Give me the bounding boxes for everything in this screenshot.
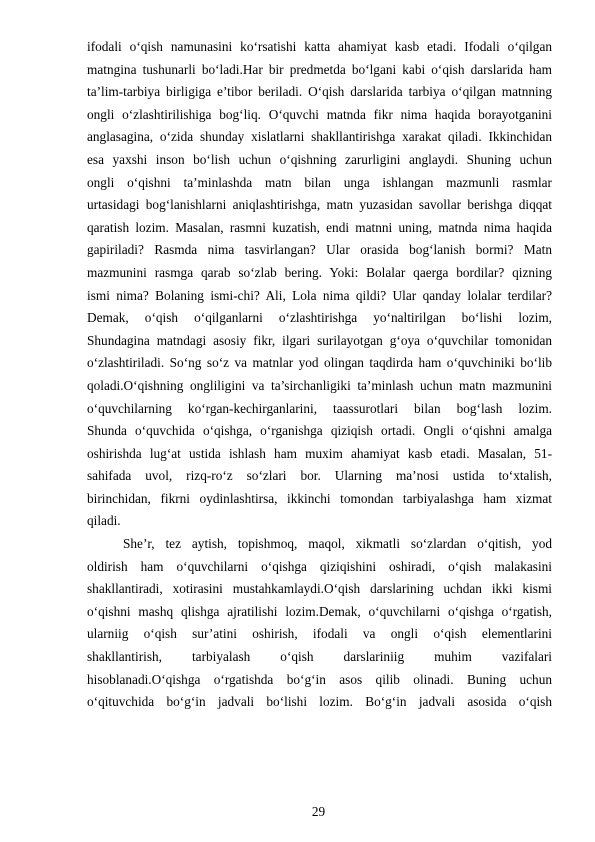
text-line: o‘qituvchida bo‘g‘in jadvali bo‘lishi lozim. Bo‘g‘in jadvali asosida o‘qish — [87, 694, 552, 710]
text-line: esa yaxshi inson bo‘lish uchun o‘qishning zarurligini anglaydi. Shuning uchun — [87, 151, 552, 167]
text-line: oshirishda lug‘at ustida ishlash ham muxim ahamiyat kasb etadi. Masalan, 51- — [87, 445, 552, 461]
text-line: oldirish ham o‘quvchilarni o‘qishga qiziqishini oshiradi, o‘qish malakasini — [87, 558, 552, 574]
text-line: shakllantirish, tarbiyalash o‘qish darslariniig muhim vazifalari — [87, 649, 552, 665]
text-line: o‘qishni mashq qlishga ajratilishi lozim.Demak, o‘quvchilarni o‘qishga o‘rgatish, — [87, 603, 552, 619]
text-line: hisoblanadi.O‘qishga o‘rgatishda bo‘g‘in asos qilib olinadi. Buning uchun — [87, 671, 552, 687]
text-line: Shundagina matndagi asosiy fikr, ilgari surilayotgan g‘oya o‘quvchilar tomonidan — [87, 332, 552, 348]
text-line: She’r, tez aytish, topishmoq, maqol, xikmatli so‘zlardan o‘qitish, yod — [123, 536, 552, 552]
text-line: o‘quvchilarning ko‘rgan-kechirganlarini, taassurotlari bilan bog‘lash lozim. — [87, 400, 552, 416]
page-number: 29 — [311, 804, 326, 819]
text-line: o‘zlashtiriladi. So‘ng so‘z va matnlar yod olingan taqdirda ham o‘quvchiniki bo‘lib — [87, 355, 552, 371]
text-line: ta’lim-tarbiya birligiga e’tibor beriladi. O‘qish darslarida tarbiya o‘qilgan matnning — [87, 84, 552, 100]
text-line: qoladi.O‘qishning ongliligini va ta’sirchanligiki ta’minlash uchun matn mazmunini — [87, 377, 552, 393]
text-line: ongli o‘qishni ta’minlashda matn bilan unga ishlangan mazmunli rasmlar — [87, 174, 552, 190]
text-line: qaratish lozim. Masalan, rasmni kuzatish, endi matnni uning, matnda nima haqida — [87, 219, 552, 235]
text-line: qiladi. — [87, 513, 121, 529]
text-line: ismi nima? Bolaning ismi-chi? Ali, Lola nima qildi? Ular qanday lolalar terdilar? — [87, 287, 552, 303]
text-line: Demak, o‘qish o‘qilganlarni o‘zlashtirishga yo‘naltirilgan bo‘lishi lozim, — [87, 310, 552, 326]
text-line: Shunda o‘quvchida o‘qishga, o‘rganishga qiziqish ortadi. Ongli o‘qishni amalga — [87, 423, 552, 439]
text-line: ifodali o‘qish namunasini ko‘rsatishi katta ahamiyat kasb etadi. Ifodali o‘qilgan — [87, 39, 552, 54]
text-line: shakllantiradi, xotirasini mustahkamlaydi.O‘qish darslarining uchdan ikki kismi — [87, 581, 552, 597]
text-line: gapiriladi? Rasmda nima tasvirlangan? Ular orasida bog‘lanish bormi? Matn — [87, 242, 552, 258]
text-line: urtasidagi bog‘lanishlarni aniqlashtirishga, matn yuzasidan savollar berishga diqqat — [87, 197, 552, 213]
body-text — [87, 36, 552, 714]
text-line: ongli o‘zlashtirilishiga bog‘liq. O‘quvchi matnda fikr nima haqida borayotganini — [87, 106, 552, 122]
text-line: birinchidan, fikrni oydinlashtirsa, ikkinchi tomondan tarbiyalashga ham xizmat — [87, 490, 552, 506]
text-line: anglasagina, o‘zida shunday xislatlarni shakllantirishga xarakat qiladi. Ikkinchidan — [87, 129, 552, 145]
text-line: ularniig o‘qish sur’atini oshirish, ifodali va ongli o‘qish elementlarini — [87, 626, 552, 642]
text-line: mazmunini rasmga qarab so‘zlab bering. Yoki: Bolalar qaerga bordilar? qizning — [87, 264, 552, 280]
text-line: matngina tushunarli bo‘ladi.Har bir predmetda bo‘lgani kabi o‘qish darslarida ham — [87, 61, 552, 77]
text-line: sahifada uvol, rizq-ro‘z so‘zlari bor. Ularning ma’nosi ustida to‘xtalish, — [87, 468, 552, 484]
